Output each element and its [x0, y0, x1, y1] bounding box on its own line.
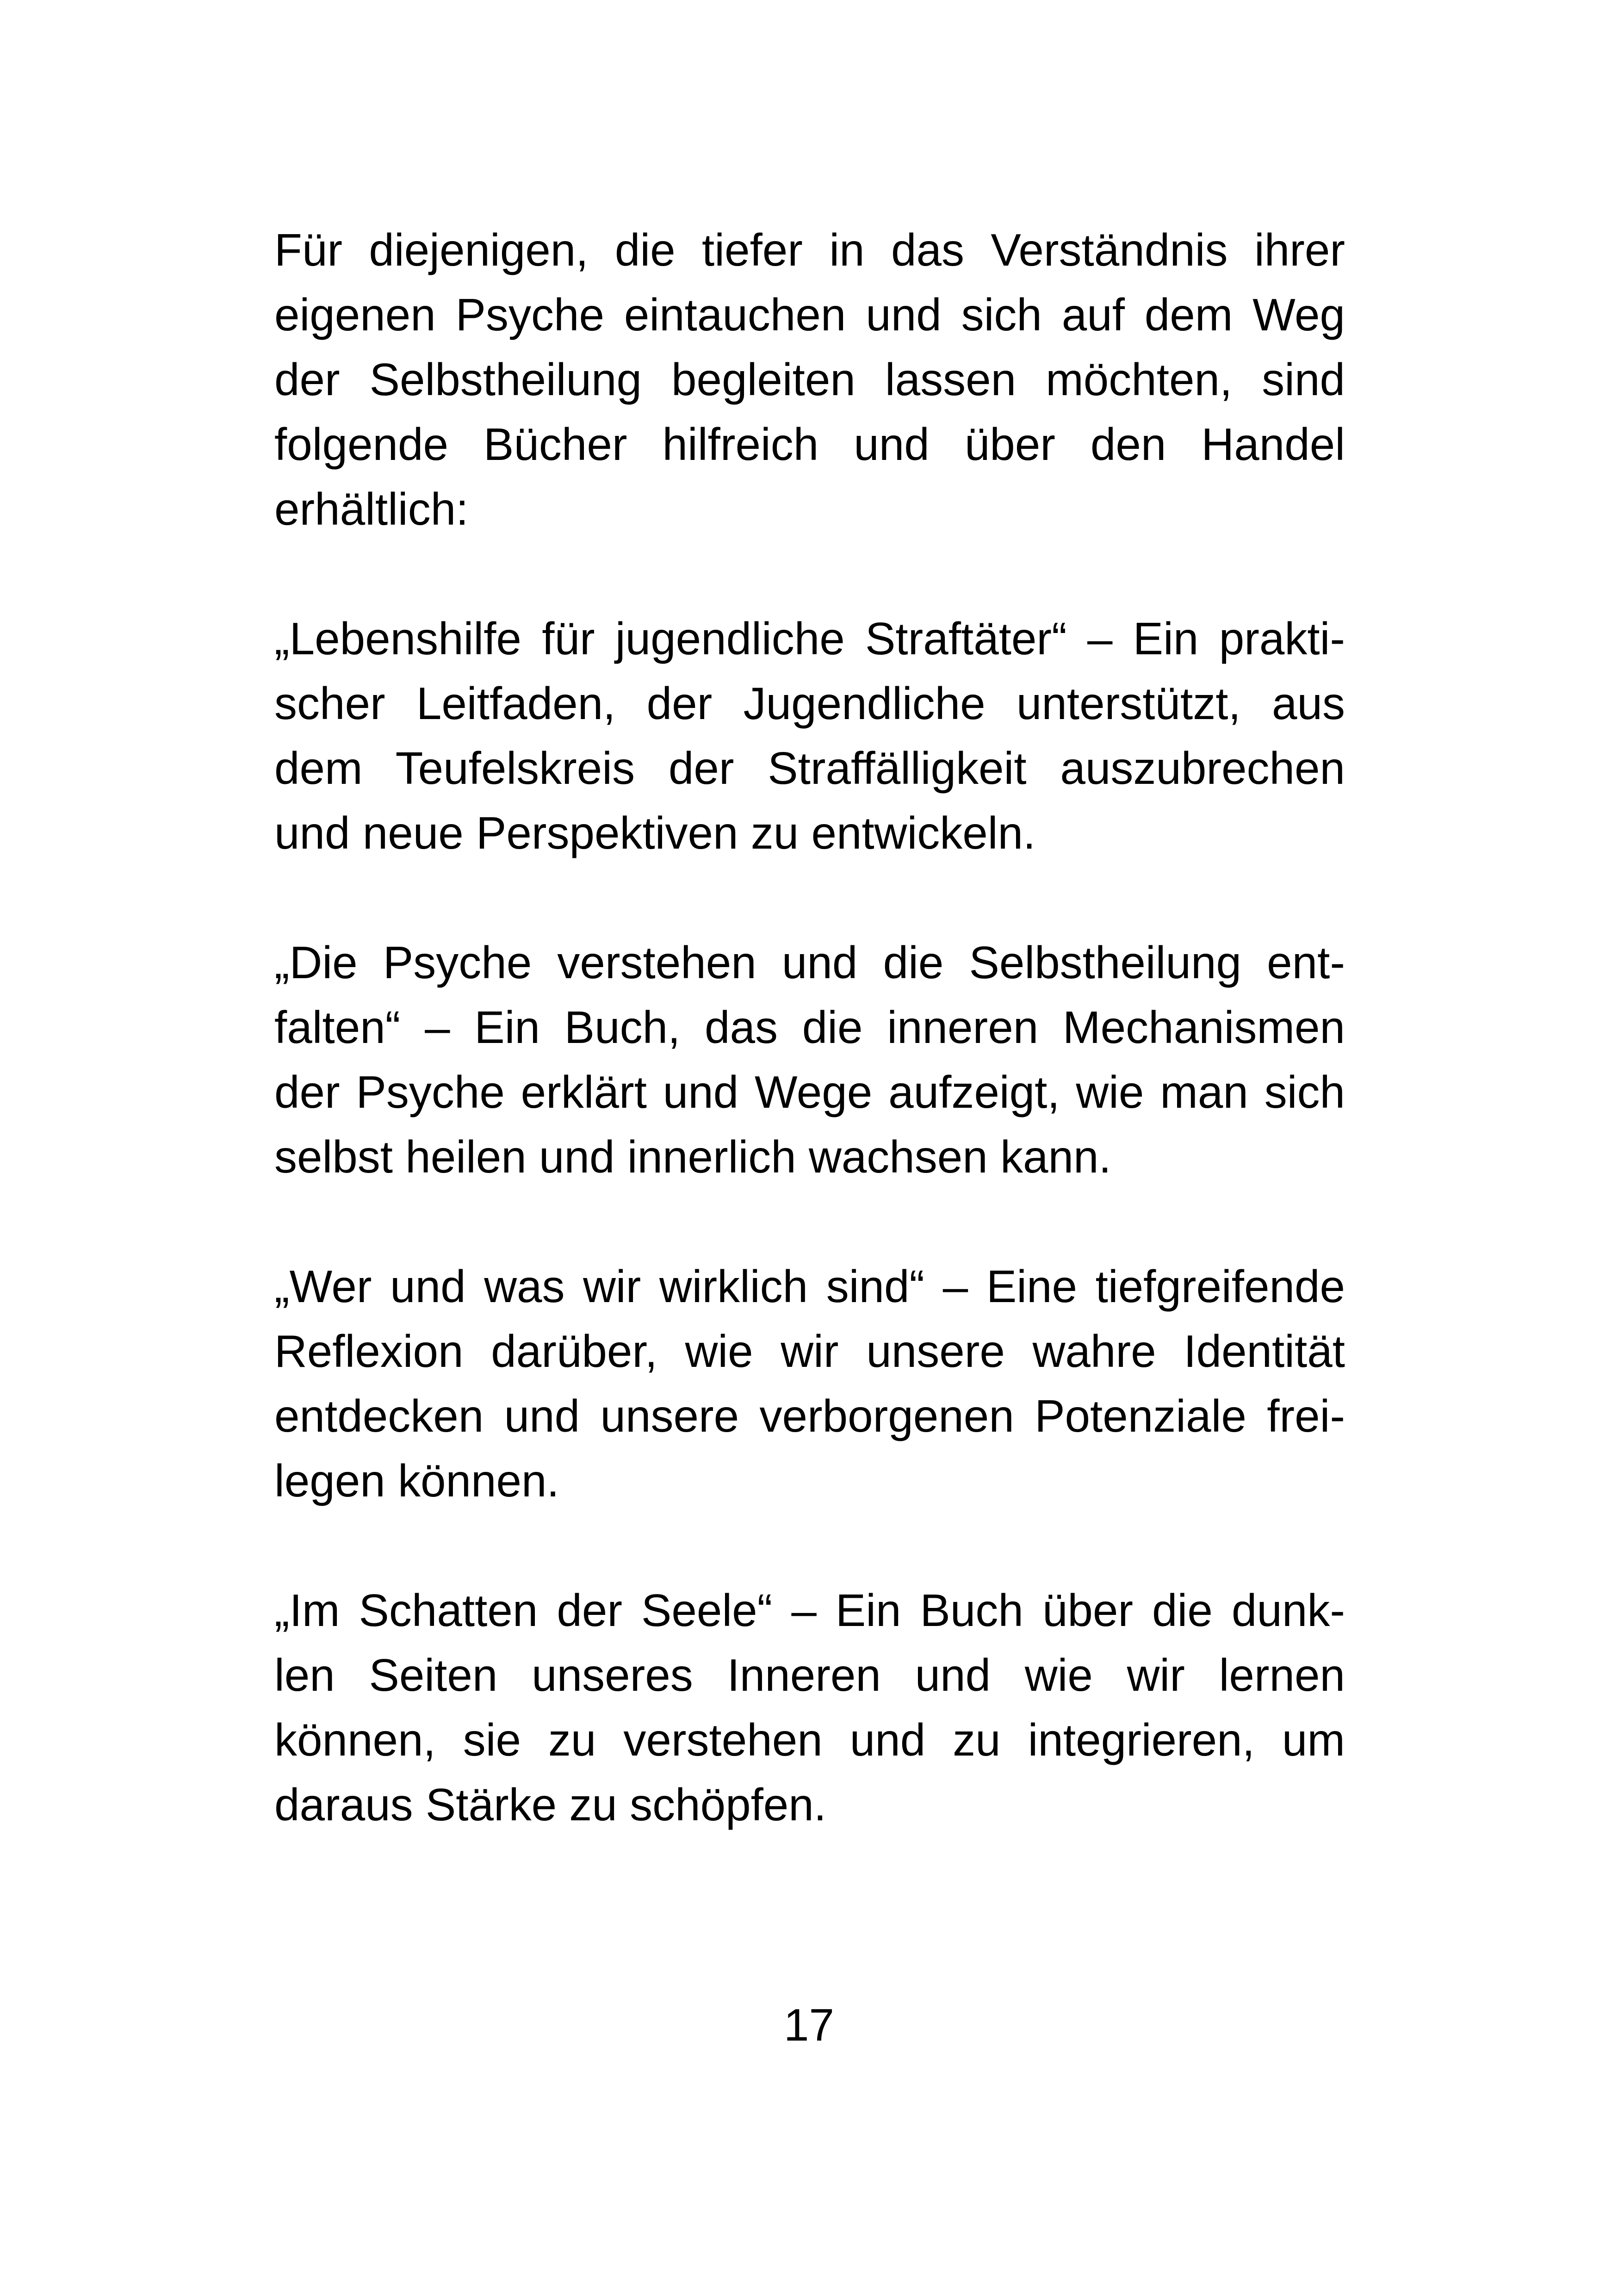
page-number: 17	[783, 1999, 834, 2050]
text-line: len Seiten unseres Inneren und wie wir lernen	[274, 1650, 1345, 1700]
text-line: „Wer und was wir wirklich sind“ – Eine tiefgreifende	[274, 1261, 1345, 1312]
paragraph-book-lebenshilfe	[274, 606, 1345, 865]
text-line: „Die Psyche verstehen und die Selbstheilung ent-	[274, 937, 1345, 988]
text-line: legen können.	[274, 1455, 559, 1506]
text-line: Reflexion darüber, wie wir unsere wahre Identität	[274, 1326, 1345, 1377]
text-line: der Psyche erklärt und Wege aufzeigt, wie man sich	[274, 1067, 1345, 1117]
text-line: daraus Stärke zu schöpfen.	[274, 1779, 827, 1830]
paragraph-book-schatten	[274, 1578, 1345, 1837]
text-line: scher Leitfaden, der Jugendliche unterstützt, aus	[274, 678, 1345, 729]
text-line: erhältlich:	[274, 484, 469, 534]
text-line: können, sie zu verstehen und zu integrieren, um	[274, 1714, 1345, 1765]
paragraph-book-psyche	[274, 930, 1345, 1189]
text-line: selbst heilen und innerlich wachsen kann.	[274, 1131, 1111, 1182]
paragraph-book-wer-und-was	[274, 1254, 1345, 1513]
text-line: „Lebenshilfe für jugendliche Straftäter“ – Ein prakti-	[274, 613, 1345, 664]
text-line: Für diejenigen, die tiefer in das Verständnis ihrer	[274, 224, 1345, 275]
text-line: „Im Schatten der Seele“ – Ein Buch über die dunk-	[274, 1585, 1345, 1636]
text-line: und neue Perspektiven zu entwickeln.	[274, 807, 1036, 858]
text-line: falten“ – Ein Buch, das die inneren Mechanismen	[274, 1002, 1345, 1053]
text-line: der Selbstheilung begleiten lassen möchten, sind	[274, 354, 1345, 405]
text-line: folgende Bücher hilfreich und über den Handel	[274, 419, 1345, 470]
body-text	[274, 217, 1345, 1902]
text-line: eigenen Psyche eintauchen und sich auf dem Weg	[274, 289, 1345, 340]
paragraph-intro	[274, 217, 1345, 541]
text-line: dem Teufelskreis der Straffälligkeit auszubrechen	[274, 743, 1345, 794]
text-line: entdecken und unsere verborgenen Potenziale frei-	[274, 1390, 1345, 1441]
